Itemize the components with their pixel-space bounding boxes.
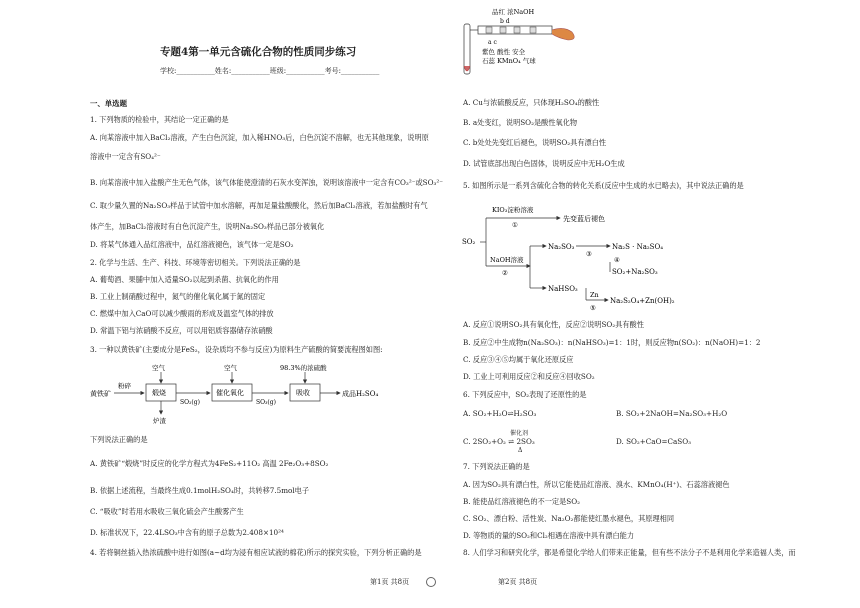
q7-option-c: C. SO₂、漂白粉、活性炭、Na₂O₂都能使红墨水褪色，其原理相同 [463, 514, 675, 523]
q4-option-d: D. 试管底部出现白色固体，说明反应中无H₂O生成 [463, 159, 625, 168]
flow-step1: 煅烧 [152, 389, 166, 397]
scheme-nahso3: NaHSO₃ [548, 285, 578, 293]
scheme-c4: ④ [614, 256, 620, 264]
sulfur-conversion-scheme [460, 196, 710, 314]
scheme-so2: SO₂ [462, 238, 476, 246]
q7-option-a: A. 因为SO₂具有漂白性，所以它能使品红溶液、溴水、KMnO₄(H⁺)、石蕊溶液褪色 [463, 480, 730, 489]
q3-option-d: D. 标准状况下，22.4LSO₃中含有的原子总数为2.408×10²⁴ [90, 528, 284, 537]
q4-option-a: A. Cu与浓硫酸反应，只体现H₂SO₄的酸性 [463, 98, 600, 107]
apparatus-top-labels: 品红 浓NaOH [492, 8, 535, 16]
q6-option-c-heat: Δ [518, 447, 523, 454]
flow-gas1: SO₂(g) [180, 399, 200, 406]
q1-option-a: A. 向某溶液中加入BaCl₂溶液，产生白色沉淀，加入稀HNO₃后，白色沉淀不溶解，也无其他现象，说明原 [90, 133, 429, 142]
question-7: 7. 下列说法正确的是 [463, 462, 530, 471]
footer-right: 第2页 共8页 [498, 578, 538, 586]
student-info-line: 学校:___________姓名:___________班级:___________考号:___________ [160, 67, 380, 75]
document-title: 专题4第一单元含硫化合物的性质同步练习 [160, 46, 357, 58]
q2-option-c: C. 燃煤中加入CaO可以减少酸雨的形成及温室气体的排放 [90, 309, 274, 318]
apparatus-bottom-1: 紫色 酸性 安全 [482, 48, 526, 56]
q1-option-c: C. 取少量久置的Na₂SO₃样品于试管中加水溶解，再加足量盐酸酸化，然后加BaCl₂溶液，若加盐酸时有气 [90, 201, 428, 210]
q3-prompt: 下列说法正确的是 [90, 435, 148, 444]
q1-option-d: D. 将某气体通入品红溶液中，品红溶液褪色，该气体一定是SO₂ [90, 240, 294, 249]
q2-option-a: A. 葡萄酒、果脯中加入适量SO₂以起到杀菌、抗氧化的作用 [90, 275, 279, 284]
flow-start: 黄铁矿 [90, 390, 111, 398]
flow-step3: 吸收 [296, 389, 310, 397]
q1-option-c-cont: 体产生，加BaCl₂溶液时有白色沉淀产生，说明Na₂SO₃样品已部分被氧化 [90, 222, 325, 231]
question-4: 4. 若将铜丝插入热浓硫酸中进行如图(a~d均为浸有相应试液的棉花)所示的探究实验，下列分析正确的是 [90, 548, 422, 557]
q1-option-b: B. 向某溶液中加入盐酸产生无色气体，该气体能使澄清的石灰水变浑浊，说明该溶液中一定含有CO₃²⁻或SO₃²⁻ [90, 178, 444, 187]
scheme-na2s: Na₂S · Na₂SO₄ [612, 243, 664, 251]
apparatus-letters-top: b d [500, 18, 510, 25]
q4-option-c: C. b处处先变红后褪色，说明SO₂具有漂白性 [463, 138, 607, 147]
question-6: 6. 下列反应中，SO₂表现了还原性的是 [463, 390, 587, 399]
q6-option-c-catalyst: 催化剂 [510, 430, 529, 437]
question-2: 2. 化学与生活、生产、科技、环境等密切相关。下列说法正确的是 [90, 258, 301, 267]
q3-option-c: C. “吸收”时若用水吸收三氧化硫会产生酸雾产生 [90, 507, 244, 516]
q4-option-b: B. a处变红，说明SO₂是酸性氧化物 [463, 118, 578, 127]
question-5: 5. 如图所示是一系列含硫化合物的转化关系(反应中生成的水已略去)，其中说法正确的是 [463, 181, 744, 190]
scheme-c1: ① [512, 221, 518, 229]
scheme-c5: ⑤ [590, 304, 596, 312]
flow-powder: 粉碎 [118, 382, 131, 390]
q3-option-b: B. 依据上述流程，当最终生成0.1molH₂SO₄时，共转移7.5mol电子 [90, 486, 310, 495]
scheme-na2so3: Na₂SO₃ [548, 243, 575, 251]
q6-option-d: D. SO₂+CaO=CaSO₃ [616, 437, 691, 446]
q6-option-a: A. SO₂+H₂O⇌H₂SO₃ [463, 409, 537, 418]
flow-step2: 催化氧化 [216, 389, 244, 397]
sulfuric-acid-flow-diagram [88, 362, 418, 432]
question-3: 3. 一种以黄铁矿(主要成分是FeS₂，设杂质均不参与反应)为原料生产硫酸的简要流程图如图: [90, 345, 383, 354]
q5-option-c: C. 反应③④⑤均属于氧化还原反应 [463, 355, 574, 364]
flow-air2: 空气 [224, 364, 237, 372]
scheme-prod: Na₂S₂O₄+Zn(OH)₂ [610, 297, 675, 305]
q5-option-b: B. 反应②中生成物n(Na₂SO₃)：n(NaHSO₃)=1：1时，则反应物n(SO₂)：n(NaOH)=1：2 [463, 338, 761, 347]
scheme-naoh: NaOH溶液 [490, 256, 524, 264]
q2-option-d: D. 常温下铝与浓硝酸不反应，可以用铝质容器储存浓硝酸 [90, 326, 273, 335]
q6-option-b: B. SO₂+2NaOH=Na₂SO₃+H₂O [616, 409, 728, 418]
section-heading: 一、单选题 [90, 99, 127, 108]
q1-option-a-cont: 溶液中一定含有SO₄²⁻ [90, 152, 161, 161]
flow-air1: 空气 [152, 364, 165, 372]
scheme-blue: 先变蓝后褪色 [563, 215, 605, 223]
q3-option-a: A. 黄铁矿“煅烧”时反应的化学方程式为4FeS₂+11O₂ 高温 2Fe₂O₃+8SO₂ [90, 459, 329, 468]
copper-sulfuric-apparatus [460, 6, 590, 82]
q7-option-b: B. 能使品红溶液褪色的不一定是SO₂ [463, 497, 580, 506]
q6-option-c: C. 2SO₂+O₂ ⇌ 2SO₃ [463, 437, 535, 446]
scheme-kio3: KIO₃淀粉溶液 [492, 206, 534, 214]
flow-acid: 98.3%的浓硫酸 [280, 364, 327, 372]
scheme-c2: ② [502, 269, 508, 277]
scheme-so2na: SO₂+Na₂SO₃ [612, 268, 658, 276]
q5-option-a: A. 反应①说明SO₂具有氧化性，反应②说明SO₂具有酸性 [463, 320, 644, 329]
footer-left: 第1页 共8页 [370, 578, 410, 586]
question-8: 8. 人们学习和研究化学，都是希望化学给人们带来正能量，但有些不法分子不是利用化学来造福人类，而 [463, 548, 796, 557]
flow-product: 成品H₂SO₄ [342, 390, 379, 398]
apparatus-letters-bottom: a c [488, 39, 497, 46]
flow-gas2: SO₃(g) [256, 399, 276, 406]
q5-option-d: D. 工业上可利用反应②和反应④回收SO₂ [463, 372, 595, 381]
scheme-zn: Zn [590, 291, 599, 299]
flow-slag: 炉渣 [153, 417, 166, 425]
apparatus-bottom-2: 石蕊 KMnO₄ 气球 [482, 57, 536, 65]
q7-option-d: D. 等物质的量的SO₂和Cl₂相遇在溶液中具有漂白能力 [463, 531, 635, 540]
question-1: 1. 下列物质的检验中，其结论一定正确的是 [90, 115, 229, 124]
q2-option-b: B. 工业上制硝酸过程中，氮气的催化氧化属于氮的固定 [90, 292, 266, 301]
right-page [430, 0, 860, 608]
scheme-c3: ③ [586, 250, 592, 258]
